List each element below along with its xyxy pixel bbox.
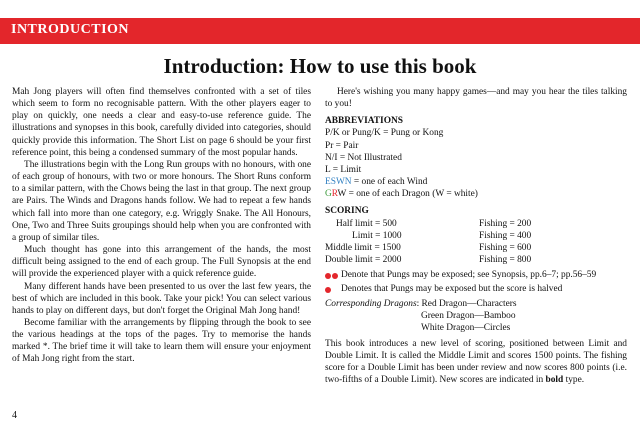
closing-paragraph	[325, 338, 627, 387]
limit-single: Limit = 1000	[352, 230, 402, 241]
one-dot-note	[325, 283, 627, 297]
paragraph-2: The illustrations begin with the Long Run groups with no honours, with one of each group of honours, with two or more honours. The Short Runs conform to a similar pattern, with the Chows being the last in that group. The next group are Pairs. The Winds and Dragons hands follow. We had to repeat a few hands which fall into more than one category, e.g. Wriggly Snake. The All Honours, One, Two and Three Suits groupings should help when you are confronted with a group of similar tiles.	[12, 159, 311, 243]
dragon-green: Green Dragon—Bamboo	[421, 310, 516, 321]
closing-text-b: type.	[563, 375, 585, 386]
one-dot-note-text: Denotes that Pungs may be exposed but the score is halved	[341, 284, 563, 295]
dragons-line	[325, 298, 627, 310]
grw-text: = one of each Dragon (W = white)	[346, 189, 478, 200]
eswn-code: ESWN	[325, 177, 352, 188]
dragon-white: White Dragon—Circles	[421, 322, 511, 333]
page-title: Introduction: How to use this book	[163, 54, 477, 78]
paragraph-4: Many different hands have been presented to us over the last few years, the best of which are included in this book. Take your pick! You can select various hands to play on different days, but don't forget the Original Mah Jong hand!	[12, 281, 311, 316]
two-dot-note-text: Denote that Pungs may be exposed; see Synopsis, pp.6–7; pp.56–59	[341, 270, 597, 281]
abbrev-limit: L = Limit	[325, 164, 362, 175]
fishing-half: Fishing = 200	[479, 218, 532, 229]
page-number: 4	[12, 410, 17, 421]
dragons-label: Corresponding Dragons	[325, 298, 417, 309]
dragon-red: : Red Dragon—Characters	[416, 298, 517, 309]
abbrev-grw	[325, 188, 627, 200]
wishing-paragraph: Here's wishing you many happy games—and may you hear the tiles talking to you!	[325, 87, 627, 110]
limit-half: Half limit = 500	[336, 218, 397, 229]
red-dot-icon	[325, 283, 341, 297]
two-dot-note	[325, 269, 627, 283]
paragraph-5: Become familiar with the arrangements by flipping through the book to see the various headings at the tops of the pages. Try to memorise the hands marked *. The brief time it will take to learn them will ensure your enjoyment of Mah Jong right from the start.	[12, 317, 311, 365]
abbreviations-heading: ABBREVIATIONS	[325, 116, 403, 127]
limit-middle: Middle limit = 1500	[325, 242, 401, 253]
left-column	[12, 86, 311, 366]
abbrev-pair: Pr = Pair	[325, 140, 359, 151]
scoring-heading: SCORING	[325, 206, 369, 217]
paragraph-3: Much thought has gone into this arrangement of the hands, the most difficult being assigned to the end of each group. The Full Synopsis at the end will provide the experienced player with a quick reference guide.	[12, 245, 311, 280]
section-label: INTRODUCTION	[11, 22, 130, 37]
paragraph-1: Mah Jong players will often find themselves confronted with a set of tiles which seem to form no recognisable pattern. With the other players eager to play on quickly, one needs a clear and easy-to-use reference guide. The illustrations and synopses in this book, carefully divided into categories, should quickly provide this information. The Short List on page 6 should be your first reference point, this being a condensed summary of the most popular hands.	[12, 87, 311, 158]
grw-w: W	[337, 189, 347, 200]
two-red-dots-icon	[325, 269, 341, 283]
fishing-double: Fishing = 800	[479, 255, 532, 266]
abbrev-eswn	[325, 176, 627, 188]
scoring-table	[325, 218, 627, 267]
abbrev-pung: P/K or Pung/K = Pung or Kong	[325, 128, 444, 139]
closing-text-a: This book introduces a new level of scoring, positioned between Limit and Double Limit. It is called the Middle Limit and scores 1500 points. The fishing score for a Double Limit has been under review and now scores 800 points (i.e. two-fifths of a Double Limit). New scores are indicated in	[325, 338, 627, 386]
limit-double: Double limit = 2000	[325, 255, 402, 266]
right-column	[325, 86, 627, 387]
fishing-single: Fishing = 400	[479, 230, 532, 241]
grw-g: G	[325, 189, 332, 200]
fishing-middle: Fishing = 600	[479, 242, 532, 253]
grw-r: R	[331, 189, 338, 200]
closing-bold: bold	[545, 375, 564, 386]
eswn-text: = one of each Wind	[351, 177, 428, 188]
section-banner	[0, 18, 640, 44]
abbrev-not-illustrated: N/I = Not Illustrated	[325, 152, 402, 163]
